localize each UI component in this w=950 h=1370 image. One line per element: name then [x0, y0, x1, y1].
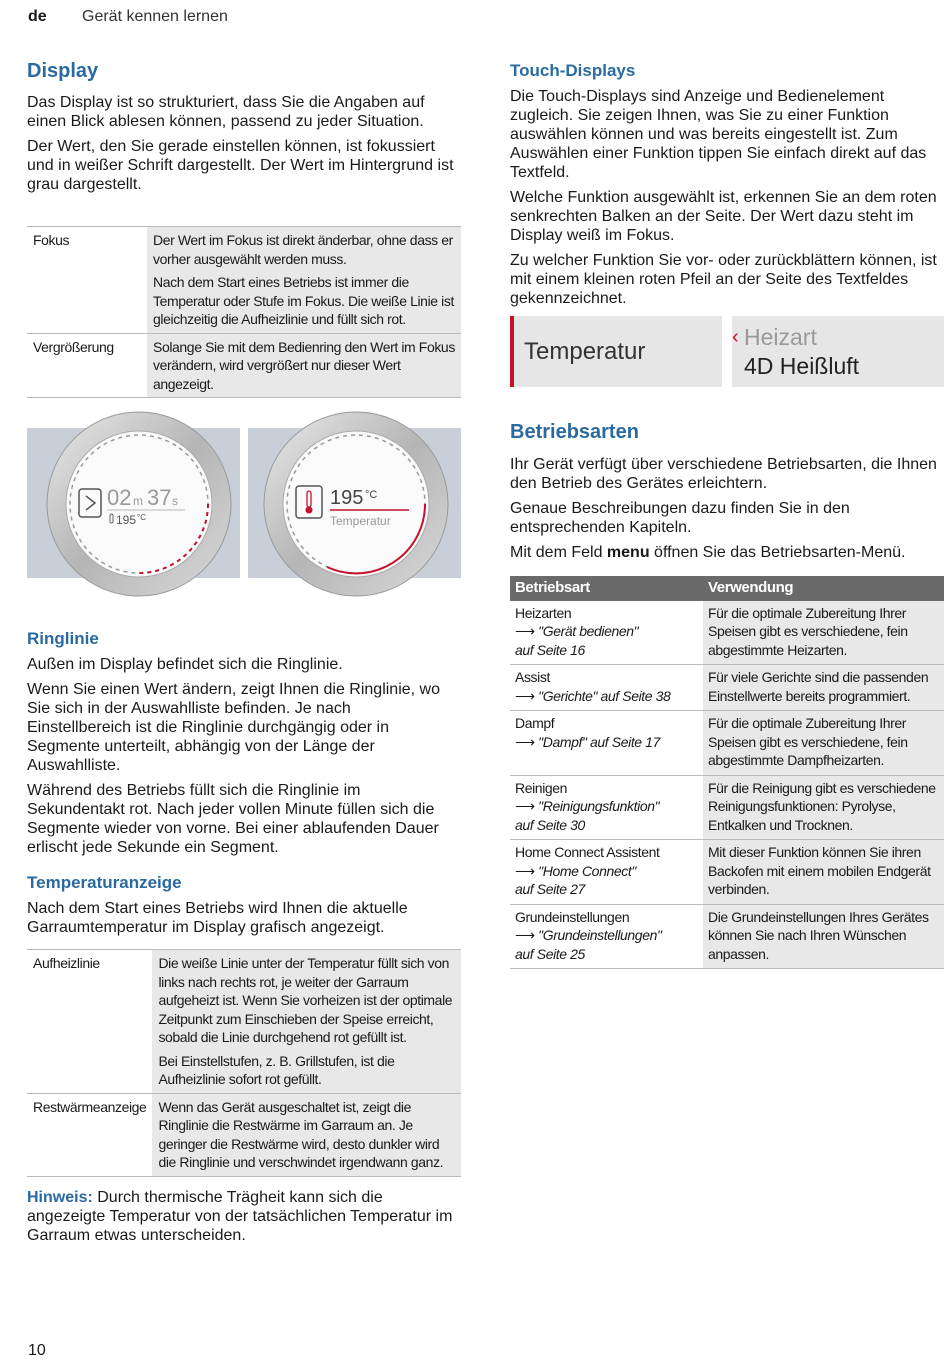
- table-row: [27, 333, 461, 398]
- dial1-minutes: 02: [107, 485, 132, 510]
- betriebsarten-paragraph-2: Genaue Beschreibungen dazu finden Sie in den entsprechenden Kapiteln.: [510, 500, 850, 536]
- display-table: [27, 226, 461, 398]
- mode-name: Assist: [515, 669, 550, 685]
- thermometer-bulb: [306, 507, 313, 514]
- display-paragraph-1: Das Display ist so strukturiert, dass Sie die Angaben auf einen Blick ablesen können, passend zu jeder Situation.: [27, 94, 425, 130]
- table-row: [27, 1093, 461, 1176]
- mode-cell: [510, 601, 703, 665]
- mode-ref-page[interactable]: auf Seite 25: [515, 945, 585, 962]
- mode-cell: [510, 711, 703, 776]
- touch-paragraph-3: Zu welcher Funktion Sie vor- oder zurückblättern können, ist mit einem kleinen roten Pfeil an der Seite des Textfeldes gekennzeichnet.: [510, 252, 937, 307]
- mode-ref-link[interactable]: "Dampf" auf Seite 17: [538, 733, 660, 750]
- betriebsarten-heading: Betriebsarten: [510, 421, 639, 443]
- touch-field-heizart[interactable]: [732, 316, 944, 387]
- column-header: Betriebsart: [510, 576, 703, 601]
- use-cell: Die Grundeinstellungen Ihres Gerätes können Sie nach Ihren Wünschen anpassen.: [703, 904, 944, 969]
- betriebsarten-table: [510, 576, 944, 969]
- mode-ref-link[interactable]: "Home Connect": [538, 862, 636, 879]
- table-row: [510, 665, 944, 711]
- mode-ref-link[interactable]: "Reinigungsfunktion": [538, 798, 660, 814]
- display-text: [27, 93, 457, 200]
- touch-paragraph-2: Welche Funktion ausgewählt ist, erkennen Sie an dem roten senkrechten Balken an der Seite. Der Wert dazu steht im Display weiß im Fokus.: [510, 189, 937, 244]
- mode-name: Grundeinstellungen: [515, 908, 630, 925]
- touch-field-title: Heizart: [744, 324, 817, 350]
- mode-ref[interactable]: ⟶ "Grundeinstellungen": [515, 927, 662, 943]
- touch-field-temperatur[interactable]: [510, 316, 722, 387]
- display-heading: Display: [27, 60, 99, 82]
- mode-cell: [510, 775, 703, 840]
- desc-text: Bei Einstellstufen, z. B. Grillstufen, ist die Aufheizlinie sofort rot gefüllt.: [158, 1052, 395, 1087]
- mode-ref-link[interactable]: "Gerichte" auf Seite 38: [538, 687, 671, 704]
- touch-field-label: Temperatur: [524, 338, 646, 365]
- mode-ref-page[interactable]: auf Seite 16: [515, 641, 585, 658]
- hinweis-text: Durch thermische Trägheit kann sich die angezeigte Temperatur von der tatsächlichen Temperatur im Garraum etwas unterscheiden.: [27, 1189, 453, 1244]
- chevron-left-icon: ‹: [732, 326, 739, 348]
- use-cell: Für viele Gerichte sind die passenden Einstellwerte bereits programmiert.: [703, 665, 944, 711]
- table-row: [510, 840, 944, 905]
- mode-name: Reinigen: [515, 779, 568, 796]
- mode-ref-link[interactable]: "Gerät bedienen": [538, 623, 639, 639]
- mode-ref[interactable]: ⟶ "Dampf" auf Seite 17: [515, 733, 660, 750]
- dial1-temp: 195: [116, 513, 137, 527]
- desc-cell: [152, 1093, 461, 1176]
- dial2-unit: °C: [365, 489, 378, 501]
- ringlinie-paragraph-3: Während des Betriebs füllt sich die Ringlinie im Sekundentakt rot. Nach jeder vollen Minute füllen sich die Segmente wieder von vorne. Bei einer ablaufenden Dauer erlischt jede Sekunde ein Segment.: [27, 782, 439, 856]
- desc-text: Wenn das Gerät ausgeschaltet ist, zeigt die Ringlinie die Restwärme im Garraum an. Je geringer die Restwärme wird, desto dunkler wird die Ringlinie und verschwindet irgendwann ganz.: [158, 1098, 444, 1170]
- mode-name: Home Connect Assistent: [515, 844, 660, 860]
- use-cell: Für die optimale Zubereitung Ihrer Speisen gibt es verschiedene, fein abgestimmte Heizarten.: [703, 601, 944, 665]
- mode-ref[interactable]: ⟶ "Gerichte" auf Seite 38: [515, 687, 671, 704]
- dial2-temp: 195: [330, 487, 364, 509]
- hinweis-note: [27, 1188, 459, 1245]
- mode-name: Heizarten: [515, 604, 572, 621]
- term-cell: Aufheizlinie: [33, 955, 100, 971]
- ringlinie-paragraph-2: Wenn Sie einen Wert ändern, zeigt Ihnen die Ringlinie, wo Sie sich in der Auswahlliste befinden. Je nach Einstellbereich ist die Ringlinie durchgängig oder in Segmente unterteilt, abhängig von der Länge der Auswahlliste.: [27, 681, 440, 774]
- hinweis-label: Hinweis:: [27, 1189, 93, 1206]
- temperaturanzeige-table: [27, 949, 461, 1177]
- desc-cell: [147, 227, 461, 334]
- mode-cell: [510, 665, 703, 711]
- table-header: [510, 576, 944, 601]
- table-row: [510, 601, 944, 665]
- table-row: [510, 775, 944, 840]
- betriebsarten-paragraph-1: Ihr Gerät verfügt über verschiedene Betriebsarten, die Ihnen den Betrieb des Gerätes erleichtern.: [510, 456, 937, 492]
- temperaturanzeige-heading: Temperaturanzeige: [27, 873, 182, 892]
- desc-text: Der Wert im Fokus ist direkt änderbar, ohne dass er vorher ausgewählt werden muss.: [153, 232, 453, 267]
- desc-text: Nach dem Start eines Betriebs ist immer die Temperatur oder Stufe im Fokus. Die weiße Linie ist gleichzeitig die Aufheizlinie und füllt sich rot.: [153, 274, 454, 327]
- mode-ref-link[interactable]: "Grundeinstellungen": [538, 927, 662, 943]
- ringlinie-heading: Ringlinie: [27, 629, 99, 648]
- dial1-unit: °C: [137, 513, 146, 522]
- term-cell: Restwärmeanzeige: [33, 1098, 147, 1115]
- term-cell: Fokus: [33, 232, 70, 248]
- table-row: [27, 227, 461, 334]
- table-row: [27, 950, 461, 1094]
- dial1-m: m: [133, 494, 143, 508]
- mode-ref[interactable]: ⟶ "Gerät bedienen": [515, 623, 639, 639]
- language-code: de: [28, 8, 47, 25]
- use-cell: Für die Reinigung gibt es verschiedene Reinigungsfunktionen: Pyrolyse, Entkalken und Trocknen.: [703, 775, 944, 840]
- mode-cell: [510, 840, 703, 905]
- mode-cell: [510, 904, 703, 969]
- mode-ref[interactable]: ⟶ "Reinigungsfunktion": [515, 798, 660, 814]
- column-header: Verwendung: [703, 576, 944, 601]
- header-title: Gerät kennen lernen: [82, 8, 228, 25]
- dial2-label: Temperatur: [330, 514, 391, 528]
- touch-text: [510, 87, 942, 314]
- dial1-s: s: [172, 494, 178, 508]
- touch-field-value: 4D Heißluft: [744, 353, 860, 379]
- touch-heading: Touch-Displays: [510, 61, 636, 80]
- ringlinie-paragraph-1: Außen im Display befindet sich die Ringlinie.: [27, 656, 343, 673]
- betriebsarten-text: [510, 455, 946, 568]
- mode-ref-page[interactable]: auf Seite 30: [515, 816, 585, 833]
- dial-illustration: [27, 406, 461, 604]
- table-row: [510, 904, 944, 969]
- touch-paragraph-1: Die Touch-Displays sind Anzeige und Bedienelement zugleich. Sie zeigen Ihnen, was Sie zu einer Funktion auswählen können und was bereits eingestellt ist. Zum Auswählen einer Funktion tippen Sie einfach direkt auf das Textfeld.: [510, 88, 927, 181]
- term-cell: Vergrößerung: [33, 338, 114, 355]
- betriebsarten-paragraph-3: [510, 543, 946, 562]
- desc-cell: [147, 333, 461, 398]
- use-cell: Für die optimale Zubereitung Ihrer Speisen gibt es verschiedene, fein abgestimmte Dampfheizarten.: [703, 711, 944, 776]
- page-number: 10: [28, 1342, 46, 1359]
- desc-cell: [152, 950, 461, 1094]
- desc-text: Die weiße Linie unter der Temperatur füllt sich von links nach rechts rot, je weiter der Garraum aufgeheizt ist. Wenn Sie vorheizen ist der optimale Zeitpunkt zum Einschieben der Speise erreicht, sobald die Linie durchgehend rot gefüllt ist.: [158, 955, 453, 1045]
- text-span: Mit dem Feld: [510, 544, 607, 561]
- mode-ref-page[interactable]: auf Seite 27: [515, 881, 585, 897]
- desc-text: Solange Sie mit dem Bedienring den Wert im Fokus verändern, wird vergrößert nur dieser Wert angezeigt.: [153, 338, 455, 392]
- dial-illustration-svg: [27, 406, 461, 604]
- text-span: öffnen Sie das Betriebsarten-Menü.: [649, 544, 906, 561]
- use-cell: Mit dieser Funktion können Sie ihren Backofen mit einem mobilen Endgerät verbinden.: [703, 840, 944, 905]
- temperaturanzeige-text: Nach dem Start eines Betriebs wird Ihnen die aktuelle Garraumtemperatur im Display grafisch angezeigt.: [27, 900, 408, 936]
- mode-name: Dampf: [515, 715, 555, 731]
- ringlinie-text: [27, 655, 459, 863]
- dial1-seconds: 37: [147, 485, 172, 510]
- display-paragraph-2: Der Wert, den Sie gerade einstellen können, ist fokussiert und in weißer Schrift dargestellt. Der Wert im Hintergrund ist grau dargestellt.: [27, 138, 454, 193]
- mode-ref[interactable]: ⟶ "Home Connect": [515, 862, 636, 879]
- table-row: [510, 711, 944, 776]
- menu-keyword: menu: [606, 544, 650, 561]
